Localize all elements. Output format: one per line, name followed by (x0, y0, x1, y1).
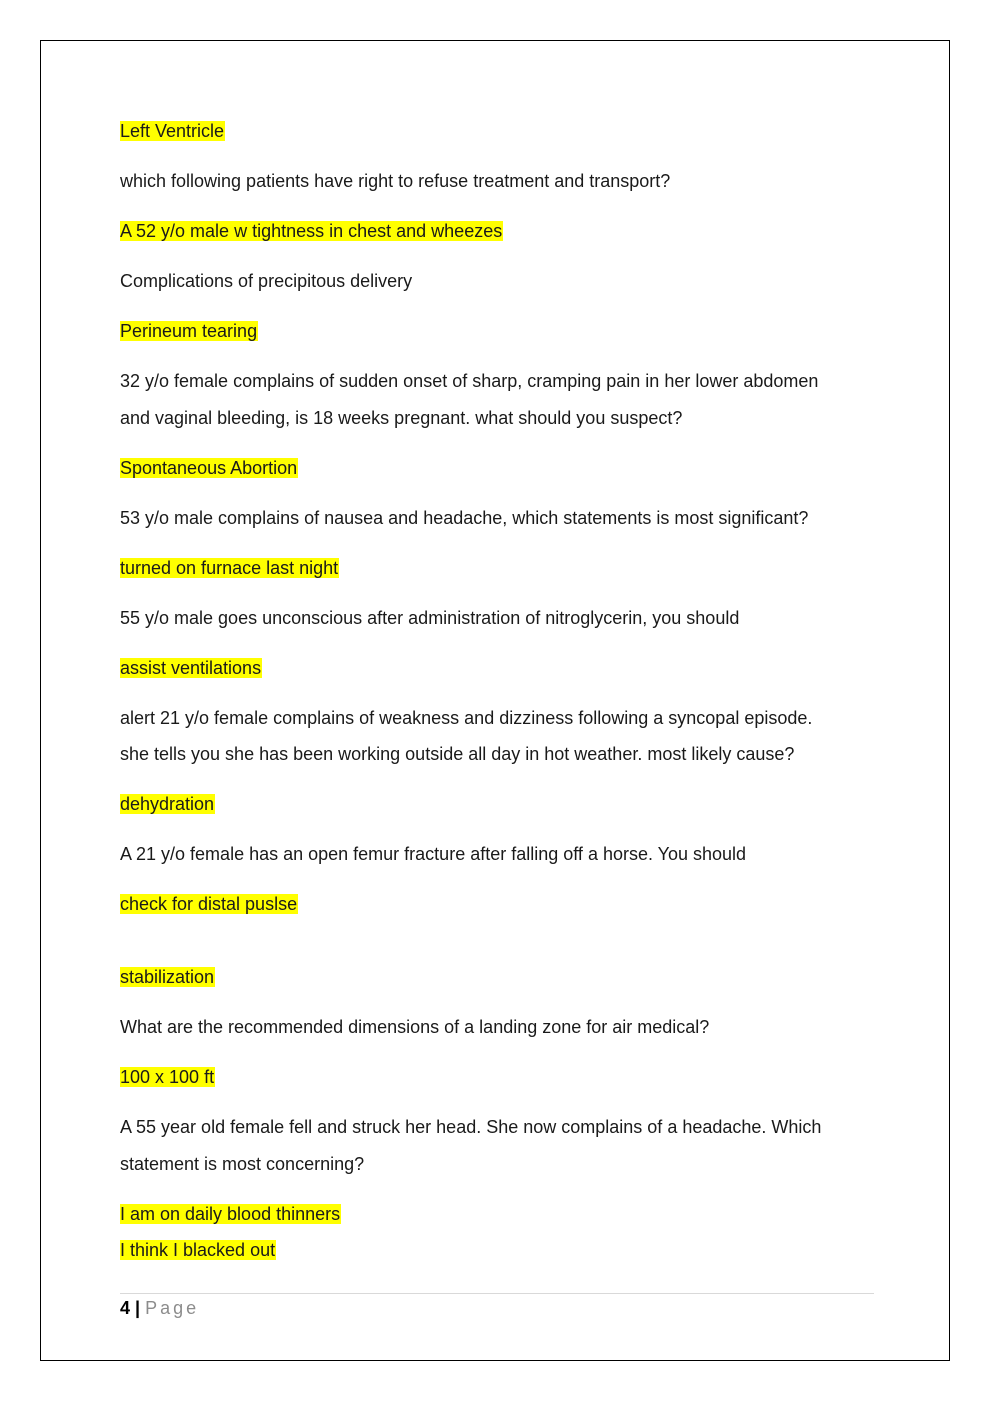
question-precipitous-delivery: Complications of precipitous delivery (120, 271, 413, 291)
question-femur-fracture: A 21 y/o female has an open femur fracture after falling off a horse. You should (120, 844, 747, 864)
question-55-female-line-2: statement is most concerning? (120, 1154, 365, 1174)
answer-52-male: A 52 y/o male w tightness in chest and wheezes (120, 221, 503, 241)
question-32-female-line-1: 32 y/o female complains of sudden onset of sharp, cramping pain in her lower abdomen (120, 371, 819, 391)
footer-separator: | (135, 1298, 141, 1318)
page-label: Page (145, 1298, 200, 1318)
answer-distal-pulse: check for distal puslse (120, 894, 298, 914)
answer-stabilization: stabilization (120, 967, 215, 987)
question-55-male-nitro: 55 y/o male goes unconscious after administration of nitroglycerin, you should (120, 608, 740, 628)
question-landing-zone: What are the recommended dimensions of a landing zone for air medical? (120, 1017, 710, 1037)
answer-spontaneous-abortion: Spontaneous Abortion (120, 458, 298, 478)
footer-divider (120, 1293, 874, 1294)
page-number: 4 (120, 1298, 131, 1318)
question-32-female-line-2: and vaginal bleeding, is 18 weeks pregnant. what should you suspect? (120, 408, 683, 428)
question-21-female-line-2: she tells you she has been working outside all day in hot weather. most likely cause? (120, 744, 795, 764)
answer-100-ft: 100 x 100 ft (120, 1067, 215, 1087)
page-footer (120, 1296, 199, 1320)
question-21-female-line-1: alert 21 y/o female complains of weakness and dizziness following a syncopal episode. (120, 708, 813, 728)
question-53-male: 53 y/o male complains of nausea and headache, which statements is most significant? (120, 508, 809, 528)
answer-left-ventricle: Left Ventricle (120, 121, 225, 141)
answer-dehydration: dehydration (120, 794, 215, 814)
question-refuse-treatment: which following patients have right to refuse treatment and transport? (120, 171, 671, 191)
answer-perineum-tearing: Perineum tearing (120, 321, 258, 341)
answer-blood-thinners: I am on daily blood thinners (120, 1204, 341, 1224)
answer-assist-ventilations: assist ventilations (120, 658, 262, 678)
answer-furnace: turned on furnace last night (120, 558, 339, 578)
answer-blacked-out: I think I blacked out (120, 1240, 276, 1260)
question-55-female-line-1: A 55 year old female fell and struck her head. She now complains of a headache. Which (120, 1117, 822, 1137)
